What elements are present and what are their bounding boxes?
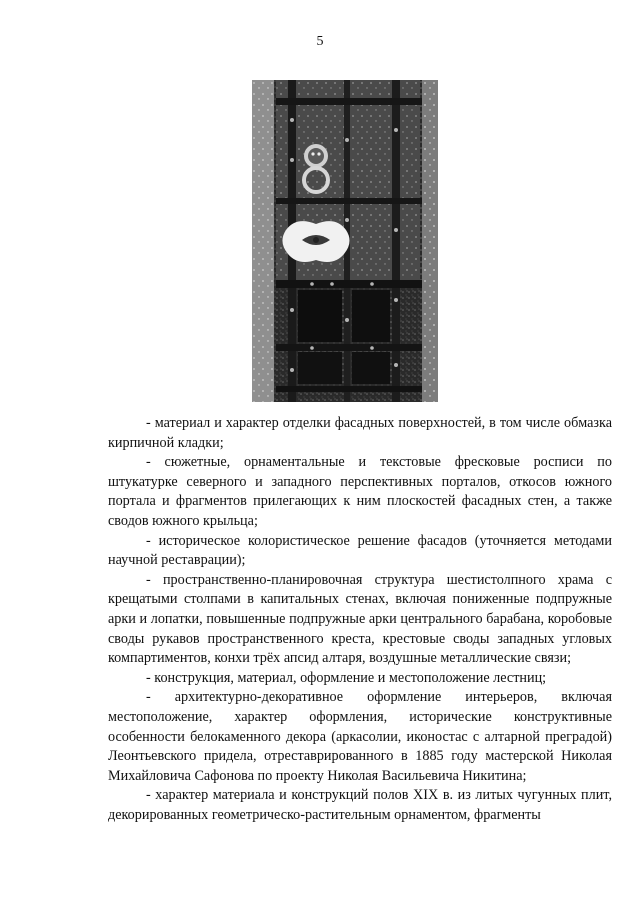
paragraph: - историческое колористическое решение фасадов (уточняется методами научной реставрации);	[108, 532, 612, 569]
paragraph: - материал и характер отделки фасадных поверхностей, в том числе обмазка кирпичной кладки;	[108, 415, 612, 451]
document-body	[108, 414, 612, 825]
page-number: 5	[316, 34, 324, 49]
paragraph: - характер материала и конструкций полов XIX в. из литых чугунных плит, декорированных геометрическо-растительным орнаментом, фрагменты	[108, 787, 612, 823]
paragraph: - пространственно-планировочная структура шестистолпного храма с крещатыми столпами в капитальных стенах, включая пониженные подпружные арки и лопатки, повышенные подпружные арки центрального барабана, коробовые своды рукавов пространственного креста, крестовые своды западных угловых компартиментов, конхи трёх апсид алтаря, воздушные металлические связи;	[108, 571, 612, 667]
paragraph: - конструкция, материал, оформление и местоположение лестниц;	[146, 669, 547, 686]
door-photo	[252, 80, 438, 402]
paragraph: - архитектурно-декоративное оформление интерьеров, включая местоположение, характер оформления, исторические конструктивные особенности белокаменного декора (аркасолии, иконостас с алтарной преградой) Леонтьевского придела, отреставрированного в 1885 году мастерской Николая Михайловича Сафонова по проекту Николая Васильевича Никитина;	[108, 689, 612, 784]
paragraph: - сюжетные, орнаментальные и текстовые фресковые росписи по штукатурке северного и западного перспективных порталов, откосов южного портала и фрагментов прилегающих к ним плоскостей фасадных стен, а также сводов южного крыльца;	[108, 454, 612, 529]
